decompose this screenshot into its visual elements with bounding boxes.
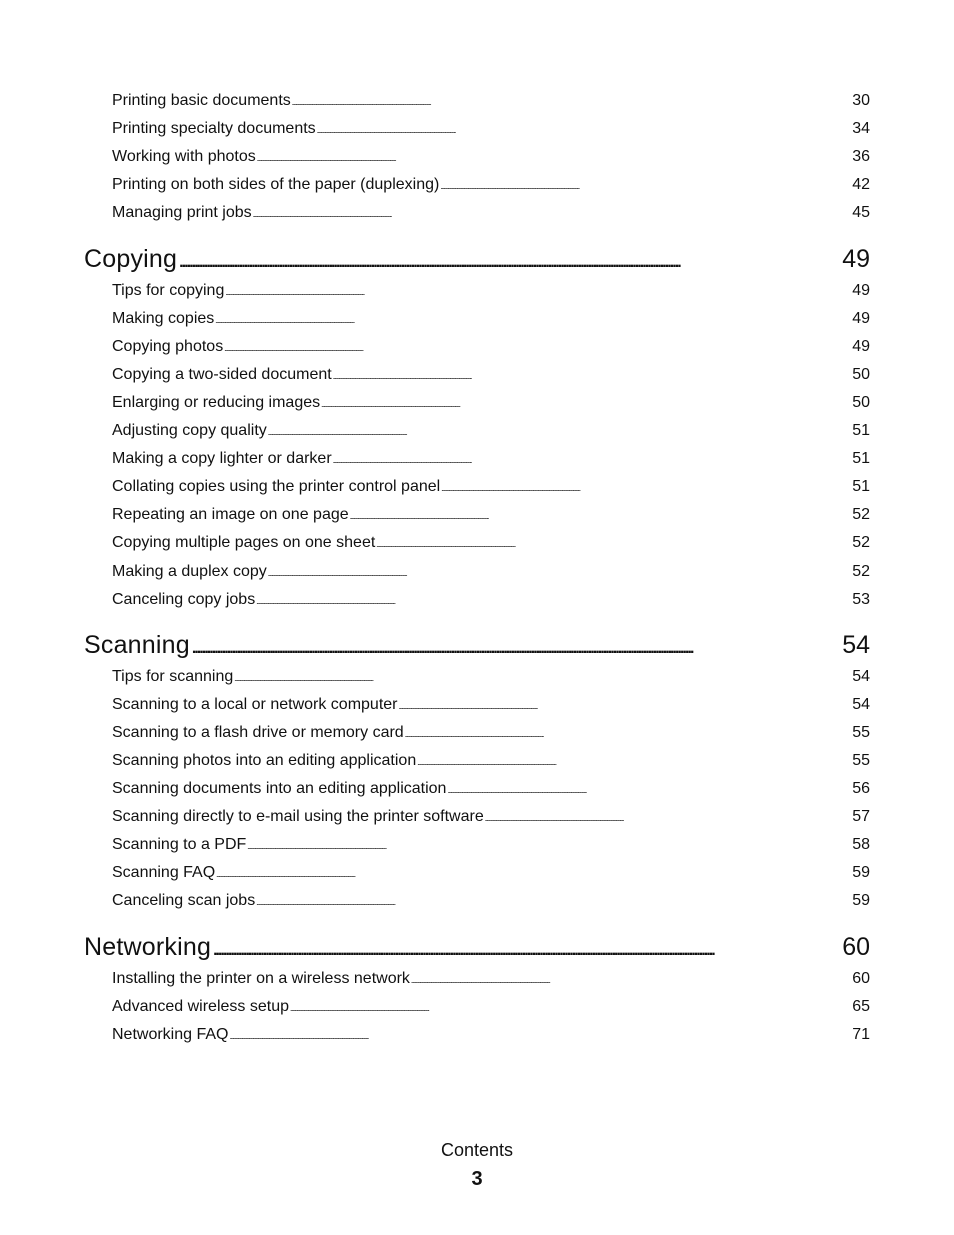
dot-leader	[257, 150, 851, 170]
toc-entry-page: 50	[852, 366, 870, 383]
dot-leader	[411, 972, 851, 992]
dot-leader	[441, 480, 851, 500]
toc-section-title: Networking	[84, 933, 212, 961]
toc-entry-title: Printing specialty documents	[112, 120, 316, 137]
toc-entry-scanning-faq[interactable]	[112, 863, 870, 883]
toc-entry-adjusting-copy-quality[interactable]	[112, 421, 870, 441]
dot-leader	[215, 312, 851, 332]
toc-entry-title: Making a copy lighter or darker	[112, 450, 332, 467]
toc-entry-working-with-photos[interactable]	[112, 147, 870, 167]
toc-entry-canceling-copy-jobs[interactable]	[112, 590, 870, 610]
toc-entry-page: 58	[852, 836, 870, 853]
dot-leader	[405, 726, 852, 746]
toc-entry-title: Repeating an image on one page	[112, 506, 349, 523]
toc-entry-making-a-copy-lighter-or-darker[interactable]	[112, 449, 870, 469]
toc-entry-page: 34	[852, 120, 870, 137]
dot-leader	[292, 94, 851, 114]
toc-entry-title: Canceling copy jobs	[112, 591, 256, 608]
toc-entry-making-copies[interactable]	[112, 309, 870, 329]
toc-entry-page: 42	[852, 176, 870, 193]
toc-entry-title: Canceling scan jobs	[112, 892, 256, 909]
toc-entry-title: Making copies	[112, 310, 215, 327]
dot-leader	[216, 866, 851, 886]
toc-entry-page: 50	[852, 394, 870, 411]
toc-section-copying[interactable]	[84, 243, 870, 275]
toc-section-page: 60	[842, 933, 870, 961]
toc-entry-title: Making a duplex copy	[112, 563, 267, 580]
dot-leader	[333, 368, 852, 388]
toc-entry-title: Printing on both sides of the paper (duplexing)	[112, 176, 440, 193]
toc-entry-repeating-an-image-on-one-page[interactable]	[112, 505, 870, 525]
dot-leader	[224, 340, 851, 360]
toc-entry-title: Scanning to a flash drive or memory card	[112, 724, 404, 741]
dot-leader	[447, 782, 851, 802]
toc-entry-installing-the-printer-on-a-wireless-network[interactable]	[112, 969, 870, 989]
toc-section-scanning[interactable]	[84, 629, 870, 661]
dot-leader	[256, 894, 851, 914]
toc-entry-scanning-documents-into-an-editing-application[interactable]	[112, 779, 870, 799]
dot-leader	[192, 633, 840, 665]
dot-leader	[398, 698, 851, 718]
toc-entry-page: 52	[852, 506, 870, 523]
dot-leader	[225, 284, 851, 304]
dot-leader	[213, 935, 840, 967]
toc-entry-page: 30	[852, 92, 870, 109]
toc-entry-collating-copies-using-the-printer-control-panel[interactable]	[112, 477, 870, 497]
toc-entry-page: 49	[852, 282, 870, 299]
toc-entry-page: 52	[852, 534, 870, 551]
toc-entry-copying-a-two-sided-document[interactable]	[112, 365, 870, 385]
toc-entry-page: 52	[852, 563, 870, 580]
dot-leader	[317, 122, 852, 142]
dot-leader	[376, 536, 851, 556]
toc-entry-title: Networking FAQ	[112, 1026, 229, 1043]
toc-entry-page: 36	[852, 148, 870, 165]
toc-entry-making-a-duplex-copy[interactable]	[112, 562, 870, 582]
toc-entry-page: 56	[852, 780, 870, 797]
toc-entry-page: 45	[852, 204, 870, 221]
toc-entry-title: Tips for scanning	[112, 668, 234, 685]
toc-entry-printing-on-both-sides-of-the-paper-duplexing[interactable]	[112, 175, 870, 195]
toc-section-page: 54	[842, 631, 870, 659]
toc-entry-title: Scanning FAQ	[112, 864, 216, 881]
toc-section-networking[interactable]	[84, 931, 870, 963]
toc-entry-title: Managing print jobs	[112, 204, 252, 221]
toc-section-page: 49	[842, 245, 870, 273]
dot-leader	[247, 838, 851, 858]
toc-entry-page: 51	[852, 478, 870, 495]
toc-entry-title: Installing the printer on a wireless network	[112, 970, 410, 987]
toc-entry-advanced-wireless-setup[interactable]	[112, 997, 870, 1017]
toc-entry-title: Copying photos	[112, 338, 224, 355]
toc-entry-page: 60	[852, 970, 870, 987]
dot-leader	[440, 178, 851, 198]
dot-leader	[229, 1028, 851, 1048]
toc-entry-tips-for-copying[interactable]	[112, 281, 870, 301]
toc-entry-networking-faq[interactable]	[112, 1025, 870, 1045]
toc-entry-tips-for-scanning[interactable]	[112, 667, 870, 687]
dot-leader	[350, 508, 852, 528]
toc-entry-managing-print-jobs[interactable]	[112, 203, 870, 223]
toc-entry-page: 65	[852, 998, 870, 1015]
toc-entry-title: Scanning to a PDF	[112, 836, 247, 853]
dot-leader	[253, 206, 852, 226]
toc-entry-title: Scanning to a local or network computer	[112, 696, 398, 713]
toc-entry-page: 51	[852, 422, 870, 439]
toc-entry-title: Advanced wireless setup	[112, 998, 289, 1015]
toc-entry-scanning-photos-into-an-editing-application[interactable]	[112, 751, 870, 771]
dot-leader	[485, 810, 851, 830]
dot-leader	[268, 565, 851, 585]
dot-leader	[256, 593, 851, 613]
toc-entry-printing-basic-documents[interactable]	[112, 91, 870, 111]
toc-entry-copying-photos[interactable]	[112, 337, 870, 357]
toc-entry-scanning-to-a-flash-drive-or-memory-card[interactable]	[112, 723, 870, 743]
dot-leader	[333, 452, 852, 472]
toc-section-title: Scanning	[84, 631, 190, 659]
dot-leader	[417, 754, 851, 774]
toc-entry-scanning-directly-to-e-mail-using-the-printer-software[interactable]	[112, 807, 870, 827]
toc-entry-title: Copying multiple pages on one sheet	[112, 534, 376, 551]
toc-entry-title: Printing basic documents	[112, 92, 291, 109]
toc-entry-page: 49	[852, 310, 870, 327]
toc-entry-title: Adjusting copy quality	[112, 422, 267, 439]
toc-entry-title: Scanning photos into an editing application	[112, 752, 417, 769]
toc-entry-title: Collating copies using the printer control panel	[112, 478, 441, 495]
dot-leader	[268, 424, 851, 444]
toc-entry-page: 54	[852, 668, 870, 685]
toc-entry-title: Tips for copying	[112, 282, 225, 299]
dot-leader	[234, 670, 851, 690]
toc-entry-page: 51	[852, 450, 870, 467]
toc-entry-page: 57	[852, 808, 870, 825]
toc-entry-page: 55	[852, 724, 870, 741]
dot-leader	[321, 396, 851, 416]
toc-entry-title: Enlarging or reducing images	[112, 394, 321, 411]
toc-entry-copying-multiple-pages-on-one-sheet[interactable]	[112, 533, 870, 553]
dot-leader	[290, 1000, 851, 1020]
toc-section-title: Copying	[84, 245, 178, 273]
footer-label: Contents	[440, 1140, 514, 1160]
toc-entry-page: 53	[852, 591, 870, 608]
toc-entry-scanning-to-a-pdf[interactable]	[112, 835, 870, 855]
toc-entry-title: Scanning documents into an editing application	[112, 780, 447, 797]
toc-entry-page: 49	[852, 338, 870, 355]
dot-leader	[179, 247, 840, 279]
toc-entry-page: 55	[852, 752, 870, 769]
toc-entry-page: 54	[852, 696, 870, 713]
toc-entry-scanning-to-a-local-or-network-computer[interactable]	[112, 695, 870, 715]
toc-entry-canceling-scan-jobs[interactable]	[112, 891, 870, 911]
toc-entry-title: Scanning directly to e-mail using the printer software	[112, 808, 484, 825]
toc-entry-page: 59	[852, 864, 870, 881]
page-number: 3	[471, 1168, 483, 1190]
toc-entry-title: Copying a two-sided document	[112, 366, 332, 383]
toc-entry-title: Working with photos	[112, 148, 256, 165]
toc-entry-page: 71	[852, 1026, 870, 1043]
toc-entry-enlarging-or-reducing-images[interactable]	[112, 393, 870, 413]
toc-entry-printing-specialty-documents[interactable]	[112, 119, 870, 139]
toc-entry-page: 59	[852, 892, 870, 909]
